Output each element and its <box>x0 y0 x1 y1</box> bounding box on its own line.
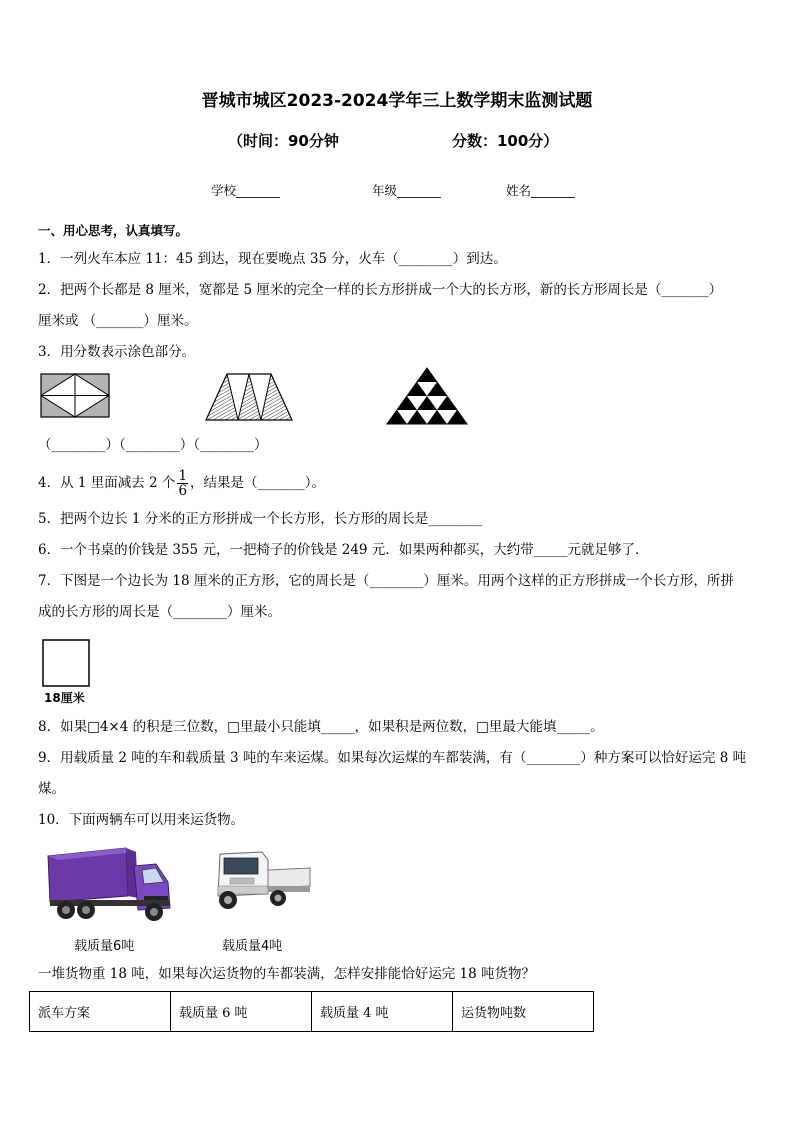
square-figure <box>42 639 90 687</box>
shaded-triangle <box>238 374 261 420</box>
white-truck-image <box>206 846 312 912</box>
exam-score: 分数：100分） <box>452 132 559 150</box>
table-header-cell: 派车方案 <box>30 992 171 1032</box>
table-header-cell: 载质量 6 吨 <box>171 992 312 1032</box>
table-header-cell: 运货物吨数 <box>453 992 594 1032</box>
question-7-line1: 7．下图是一个边长为 18 厘米的正方形，它的周长是（________）厘米。用两个这样的正方形拼成一个长方形，所拼 <box>38 573 734 589</box>
question-9-line2: 煤。 <box>38 781 65 797</box>
question-6: 6．一个书桌的价钱是 355 元，一把椅子的价钱是 249 元．如果两种都买，大约带_____元就足够了． <box>38 542 649 558</box>
grade-field: 年级_______ <box>372 183 441 198</box>
question-1: 1．一列火车本应 11：45 到达，现在要晚点 35 分，火车（________）到达。 <box>38 251 507 267</box>
question-9-line1: 9．用载质量 2 吨的车和载质量 3 吨的车来运煤。如果每次运煤的车都装满，有（________）种方案可以恰好运完 8 吨 <box>38 750 747 766</box>
section-heading: 一、用心思考，认真填写。 <box>38 223 189 238</box>
question-2-line2: 厘米或 （_______）厘米。 <box>38 313 198 329</box>
shaded-triangle <box>206 374 238 420</box>
question-2-line1: 2．把两个长都是 8 厘米，宽都是 5 厘米的完全一样的长方形拼成一个大的长方形，新的长方形周长是（_______） <box>38 282 723 298</box>
question-8: 8．如果□4×4 的积是三位数，□里最小只能填_____，如果积是两位数，□里最大能填_____。 <box>38 719 604 735</box>
truck2-capacity-label: 载质量4吨 <box>222 939 283 954</box>
fraction-figure-trapezoid <box>204 373 294 421</box>
page-title: 晋城市城区2023-2024学年三上数学期末监测试题 <box>201 91 593 111</box>
fraction-one-sixth: $\frac{1}{6}$ <box>178 468 188 499</box>
purple-truck-image <box>44 846 174 922</box>
exam-time-score <box>228 130 559 151</box>
fraction-figure-triangle <box>386 367 468 425</box>
question-10: 10．下面两辆车可以用来运货物。 <box>38 812 245 828</box>
truck1-capacity-label: 载质量6吨 <box>74 939 135 954</box>
exam-time: （时间：90分钟 <box>228 132 339 150</box>
question-10-prompt: 一堆货物重 18 吨，如果每次运货物的车都装满，怎样安排能恰好运完 18 吨货物？ <box>38 966 536 982</box>
question-7-line2: 成的长方形的周长是（________）厘米。 <box>38 604 281 620</box>
table-header-cell: 载质量 4 吨 <box>312 992 453 1032</box>
dispatch-plan-table <box>29 991 594 1032</box>
question-3-answer-blanks: （________）（________）（________） <box>38 437 268 453</box>
fraction-figure-rectangle <box>40 373 110 418</box>
question-4: 4．从 1 里面减去 2 个 $\frac{1}{6}$ ，结果是（_______）。 <box>38 468 326 499</box>
name-field: 姓名_______ <box>506 183 575 198</box>
question-5: 5．把两个边长 1 分米的正方形拼成一个长方形，长方形的周长是________ <box>38 511 483 527</box>
question-3: 3．用分数表示涂色部分。 <box>38 344 196 360</box>
square-side-label: 18厘米 <box>44 691 85 705</box>
table-header-row <box>30 992 594 1032</box>
school-field: 学校_______ <box>211 183 280 198</box>
